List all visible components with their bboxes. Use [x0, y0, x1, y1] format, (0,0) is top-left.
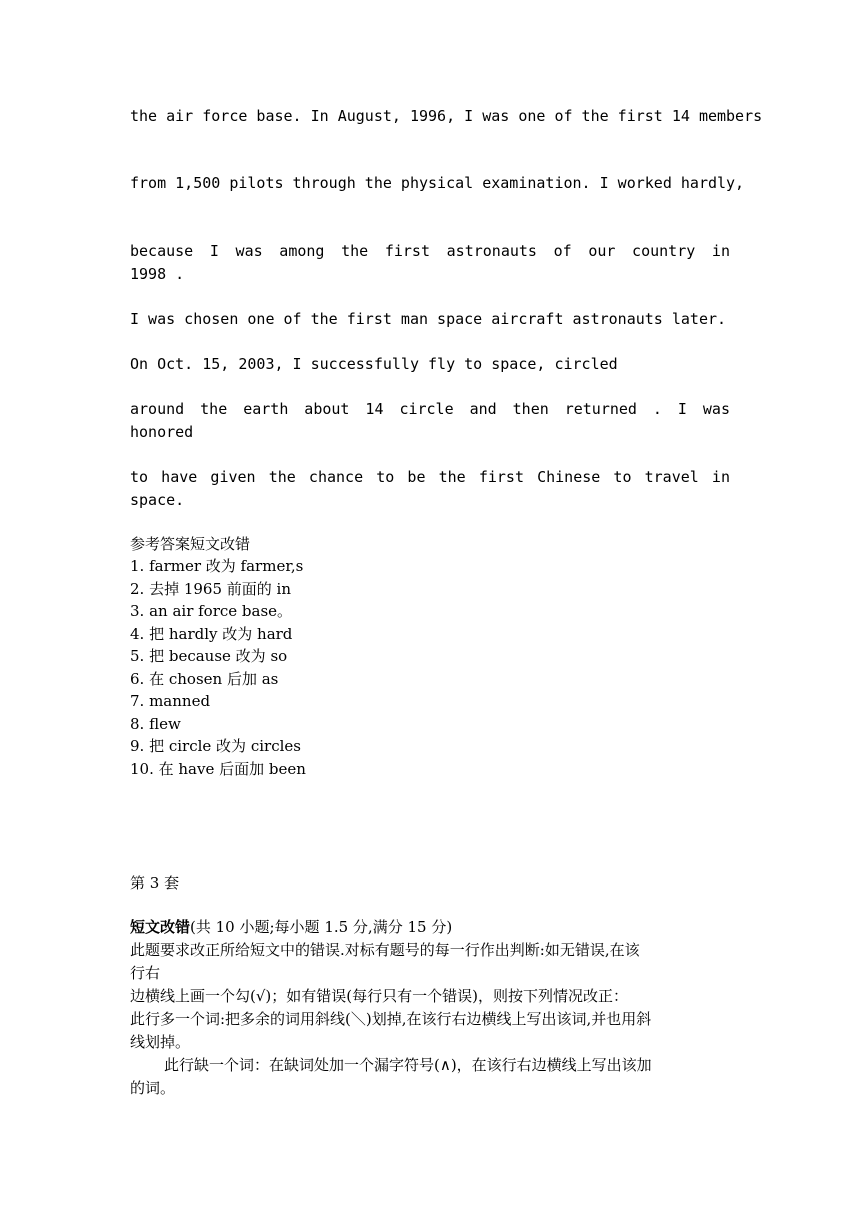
instructions-line-2: 行右 — [130, 964, 161, 982]
answer-item-8: 8. flew — [130, 714, 181, 733]
answer-item-4: 4. 把 hardly 改为 hard — [130, 624, 293, 643]
instructions-line-6: 此行缺一个词：在缺词处加一个漏字符号(∧)，在该行右边横线上写出该加 — [164, 1056, 652, 1074]
answer-item-7: 7. manned — [130, 692, 211, 710]
instructions-line-3: 边横线上画一个勾(√)；如有错误(每行只有一个错误)，则按下列情况改正： — [130, 987, 628, 1005]
passage-line-4: 1998 . — [130, 265, 185, 283]
answer-item-6: 6. 在 chosen 后加 as — [130, 669, 279, 688]
answer-item-1: 1. farmer 改为 farmer,s — [130, 557, 304, 575]
passage-line-10: space. — [130, 491, 185, 509]
passage-line-9: to have given the chance to be the first Chinese to travel in — [130, 468, 730, 486]
answers-list — [130, 555, 730, 780]
answer-item-3: 3. an air force base。 — [130, 602, 293, 620]
section-title: 第 3 套 — [130, 874, 180, 892]
passage-line-7: around the earth about 14 circle and then returned . I was — [130, 400, 730, 418]
section-heading-rest: (共 10 小题;每小题 1.5 分,满分 15 分) — [190, 918, 453, 936]
answer-item-10: 10. 在 have 后面加 been — [130, 759, 306, 778]
passage-line-2: from 1,500 pilots through the physical examination. I worked hardly, — [130, 174, 745, 192]
answer-item-2: 2. 去掉 1965 前面的 in — [130, 579, 292, 598]
passage-line-5: I was chosen one of the first man space aircraft astronauts later. — [130, 310, 727, 328]
section-heading-bold: 短文改错 — [130, 918, 191, 936]
passage-line-6: On Oct. 15, 2003, I successfully fly to space, circled — [130, 355, 618, 373]
passage-line-8: honored — [130, 423, 194, 441]
instructions-line-7: 的词。 — [130, 1079, 176, 1097]
answer-item-9: 9. 把 circle 改为 circles — [130, 737, 301, 755]
passage-line-1: the air force base. In August, 1996, I was one of the first 14 members — [130, 107, 763, 125]
instructions-line-5: 线划掉。 — [130, 1033, 191, 1051]
answers-heading: 参考答案短文改错 — [130, 535, 251, 553]
instructions-line-1: 此题要求改正所给短文中的错误.对标有题号的每一行作出判断:如无错误,在该 — [130, 941, 640, 959]
passage-line-3: because I was among the first astronauts of our country in — [130, 242, 730, 260]
section-heading — [130, 916, 730, 939]
instructions-line-4: 此行多一个词:把多余的词用斜线(＼)划掉,在该行右边横线上写出该词,并也用斜 — [130, 1010, 652, 1028]
answer-item-5: 5. 把 because 改为 so — [130, 647, 288, 665]
